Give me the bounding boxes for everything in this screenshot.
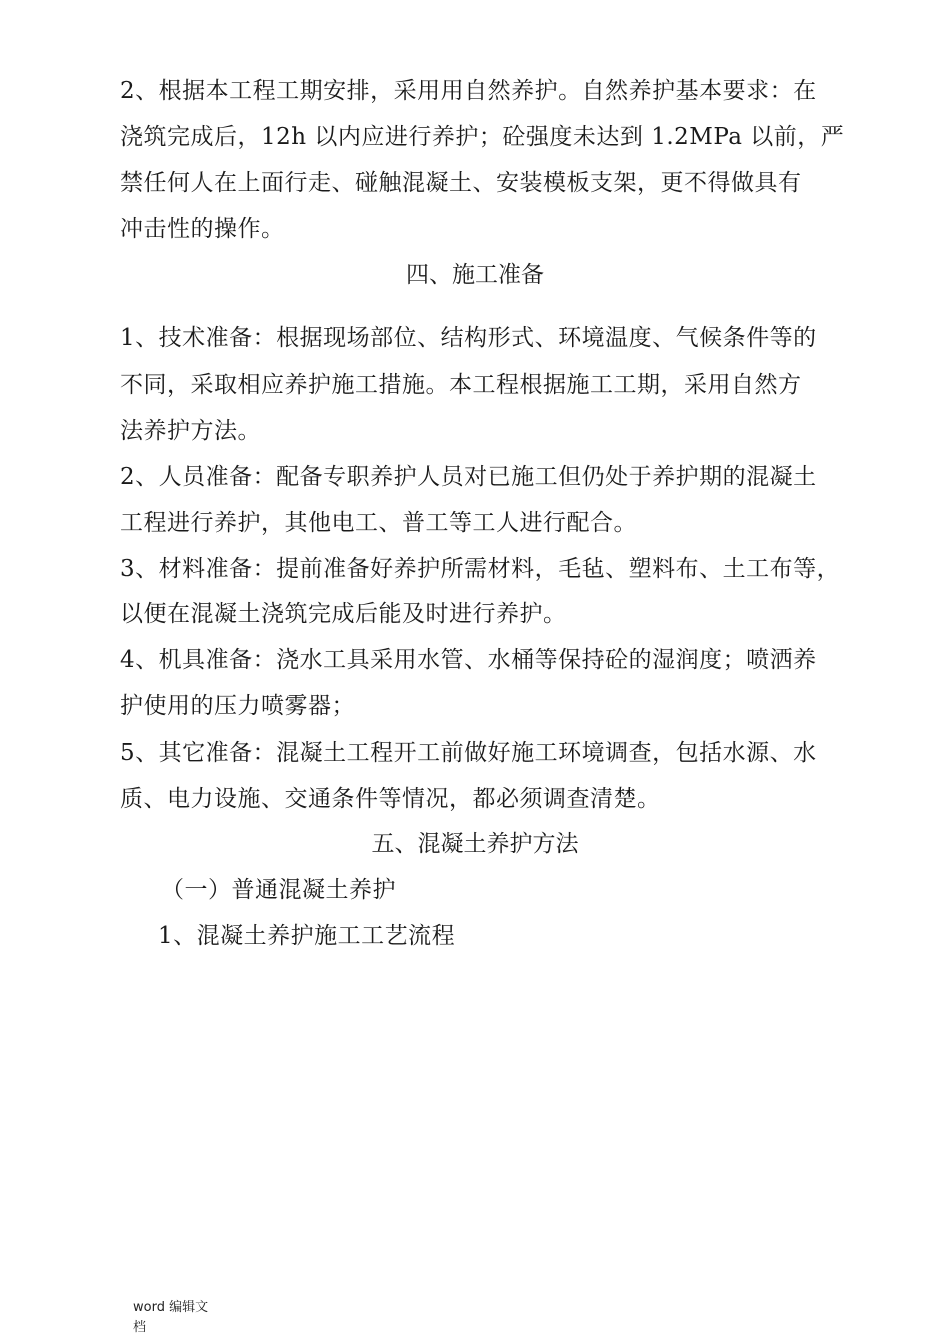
- paragraph-line: 质、电力设施、交通条件等情况，都必须调查清楚。: [120, 786, 661, 812]
- paragraph-line: 5、其它准备：混凝土工程开工前做好施工环境调查，包括水源、水: [120, 740, 817, 766]
- footer-line: 档: [133, 1320, 147, 1335]
- paragraph-line: 法养护方法。: [120, 418, 261, 444]
- paragraph-line: 4、机具准备：浇水工具采用水管、水桶等保持砼的湿润度；喷洒养: [120, 647, 817, 673]
- paragraph-line: 不同，采取相应养护施工措施。本工程根据施工工期，采用自然方: [120, 372, 802, 398]
- paragraph-line: 3、材料准备：提前准备好养护所需材料，毛毡、塑料布、土工布等，: [120, 556, 841, 582]
- subsection-heading: （一）普通混凝土养护: [161, 877, 396, 903]
- section-heading-4: 四、施工准备: [406, 262, 544, 288]
- paragraph-line: 禁任何人在上面行走、碰触混凝土、安装模板支架，更不得做具有: [120, 170, 802, 196]
- paragraph-line: 浇筑完成后，12h 以内应进行养护；砼强度未达到 1.2MPa 以前，严: [120, 124, 845, 150]
- paragraph-line: 1、混凝土养护施工工艺流程: [158, 923, 456, 949]
- paragraph-line: 1、技术准备：根据现场部位、结构形式、环境温度、气候条件等的: [120, 325, 817, 351]
- paragraph-line: 工程进行养护，其他电工、普工等工人进行配合。: [120, 510, 637, 536]
- footer-watermark: [133, 1298, 223, 1338]
- section-heading-5: 五、混凝土养护方法: [371, 831, 579, 857]
- paragraph-line: 2、根据本工程工期安排，采用用自然养护。自然养护基本要求：在: [120, 78, 817, 104]
- paragraph-line: 2、人员准备：配备专职养护人员对已施工但仍处于养护期的混凝土: [120, 464, 817, 490]
- footer-line: word 编辑文: [133, 1300, 209, 1315]
- paragraph-line: 护使用的压力喷雾器；: [120, 693, 355, 719]
- paragraph-line: 以便在混凝土浇筑完成后能及时进行养护。: [120, 601, 567, 627]
- paragraph-line: 冲击性的操作。: [120, 216, 285, 242]
